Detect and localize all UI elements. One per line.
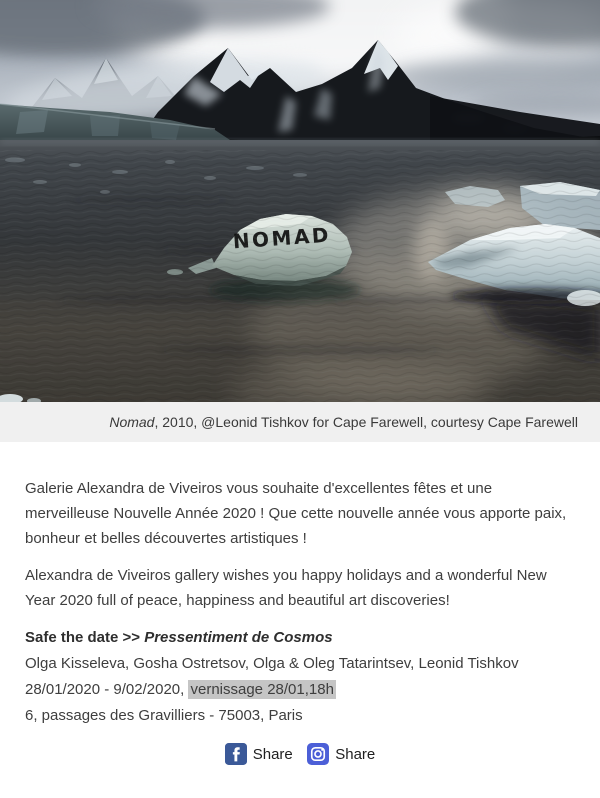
instagram-icon <box>307 743 329 765</box>
address-line: 6, passages des Gravilliers - 75003, Paris <box>25 707 303 724</box>
intro-french: Galerie Alexandra de Viveiros vous souhaite d'excellentes fêtes et une merveilleuse Nouvelle Année 2020 ! Que cette nouvelle année vous apporte paix, bonheur et belles découvertes artistiques ! <box>25 480 567 547</box>
content <box>0 442 600 798</box>
share-row <box>25 743 575 798</box>
dates-line <box>25 677 575 703</box>
intro-english: Alexandra de Viveiros gallery wishes you happy holidays and a wonderful New Year 2020 full of peace, happiness and beautiful art discoveries! <box>25 567 547 609</box>
event-block <box>25 625 575 729</box>
exhibition-title: Pressentiment de Cosmos <box>144 629 333 646</box>
save-the-date-label: Safe the date >> <box>25 629 145 646</box>
save-the-date-line <box>25 625 575 651</box>
caption-details: , 2010, @Leonid Tishkov for Cape Farewell, courtesy Cape Farewell <box>154 414 578 430</box>
facebook-share-button[interactable] <box>225 743 293 765</box>
dates-text: 28/01/2020 - 9/02/2020, <box>25 681 189 698</box>
artists-line: Olga Kisseleva, Gosha Ostretsov, Olga & Oleg Tatarintsev, Leonid Tishkov <box>25 655 519 672</box>
vernissage-highlight: vernissage 28/01,18h <box>190 681 334 698</box>
facebook-icon <box>225 743 247 765</box>
instagram-share-button[interactable] <box>307 743 375 765</box>
instagram-share-label: Share <box>335 745 376 763</box>
facebook-share-label: Share <box>252 745 293 763</box>
caption-artwork-title: Nomad <box>109 414 155 430</box>
caption-bar <box>0 402 600 442</box>
